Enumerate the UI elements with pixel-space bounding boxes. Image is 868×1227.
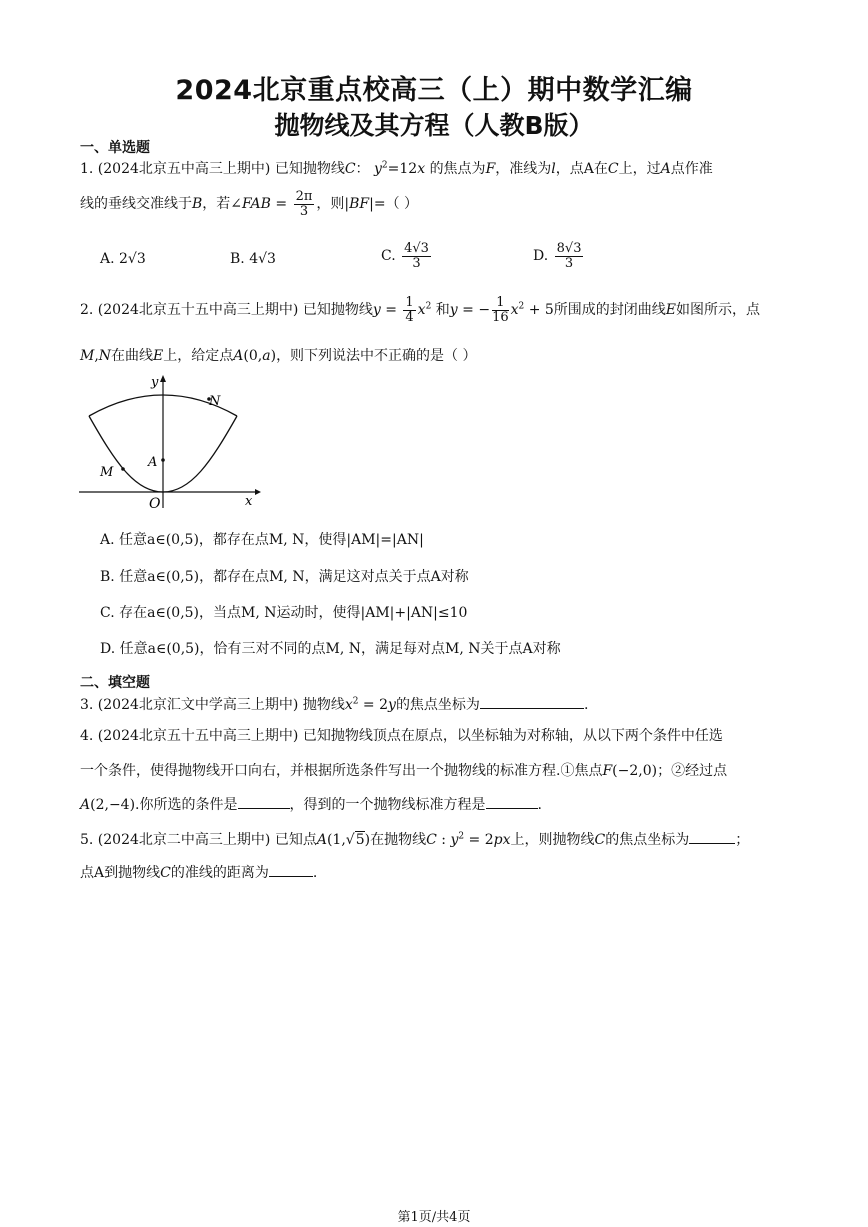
page-title: 2024北京重点校高三（上）期中数学汇编 [175,75,693,106]
q2-source: 2. (2024北京五十五中高三上期中) [80,302,299,319]
q1-source: 1. (2024北京五中高三上期中) [80,161,271,177]
q3-answer-blank [480,696,584,709]
section-single-choice: 一、单选题 [80,140,150,156]
q4-line3: A(2,−4).你所选的条件是 ，得到的一个抛物线标准方程是 . [80,797,542,813]
y-axis-arrow-icon [160,375,166,382]
q4-line2: 一个条件，使得抛物线开口向右，并根据所选条件写出一个抛物线的标准方程.①焦点F(−2,0)；②经过点 [80,763,728,779]
q5-focus-blank [689,831,735,844]
section-fill-blank: 二、填空题 [80,675,150,691]
q1-option-a: A. 2√3 [100,251,146,267]
page-subtitle: 抛物线及其方程（人教B版） [274,111,594,140]
q1-line1: 1. (2024北京五中高三上期中) 已知抛物线C： $y^2=12x$ 的焦点为F，准线为l，点A在C上，过A点作准 [80,160,713,177]
q2-option-c: C. 存在a∈(0,5)，当点M, N运动时，使得|AM|+|AN|≤10 [100,605,468,621]
y-axis-label: y [151,375,159,390]
q2-option-a: A. 任意a∈(0,5)，都存在点M, N，使得|AM|=|AN| [100,532,424,548]
point-m [121,467,125,471]
q5-distance-blank [269,864,313,877]
q1-angle-fraction: $\frac{2\pi}{3}$ [295,189,313,219]
q5-source: 5. (2024北京二中高三上期中) [80,832,271,848]
x-axis-arrow-icon [255,489,261,495]
q4-line1: 4. (2024北京五十五中高三上期中) 已知抛物线顶点在原点，以坐标轴为对称轴，从以下两个条件中任选 [80,728,723,744]
q4-condition-blank [238,796,290,809]
q2-line2: M,N在曲线E上，给定点A(0,a)，则下列说法中不正确的是（ ） [80,348,477,364]
q3-line: 3. (2024北京汇文中学高三上期中) 抛物线$x^2 = 2y$的焦点坐标为 . [80,696,589,713]
q5-line2: 点A到抛物线C的准线的距离为 . [80,865,318,881]
closed-curve-figure [75,372,265,514]
x-axis-label: x [245,494,253,509]
page-footer: 第1页/共4页 [397,1210,471,1225]
origin-label: O [149,496,161,512]
q2-line1: 2. (2024北京五十五中高三上期中) 已知抛物线y = $\frac{1}{4}$ $x^2$ 和y = − $\frac{1}{16}$ $x^2 + 5$所围成的封闭曲线E如图所示，点 [80,295,761,325]
q1-option-d: D. $\frac{8√3}{3}$ [533,241,582,271]
q4-source: 4. (2024北京五十五中高三上期中) [80,728,299,744]
q1-option-b: B. 4√3 [230,251,276,267]
point-a [161,458,165,462]
q2-option-d: D. 任意a∈(0,5)，恰有三对不同的点M, N，满足每对点M, N关于点A对称 [100,641,561,657]
q2-option-b: B. 任意a∈(0,5)，都存在点M, N，满足这对点关于点A对称 [100,569,469,585]
q3-source: 3. (2024北京汇文中学高三上期中) [80,697,299,713]
point-m-label: M [100,465,114,480]
q4-equation-blank [486,796,538,809]
q1-option-c: C. $\frac{4√3}{3}$ [381,241,429,271]
q1-line2: 线的垂线交准线于B，若∠FAB = $\frac{2\pi}{3}$ ，则|BF|=（ ） [80,189,419,219]
q5-line1: 5. (2024北京二中高三上期中) 已知点A(1,√5)在抛物线C : $y^2 = 2px$上，则抛物线C的焦点坐标为 ； [80,831,750,848]
point-n-label: N [209,394,221,409]
point-a-label: A [148,455,158,470]
